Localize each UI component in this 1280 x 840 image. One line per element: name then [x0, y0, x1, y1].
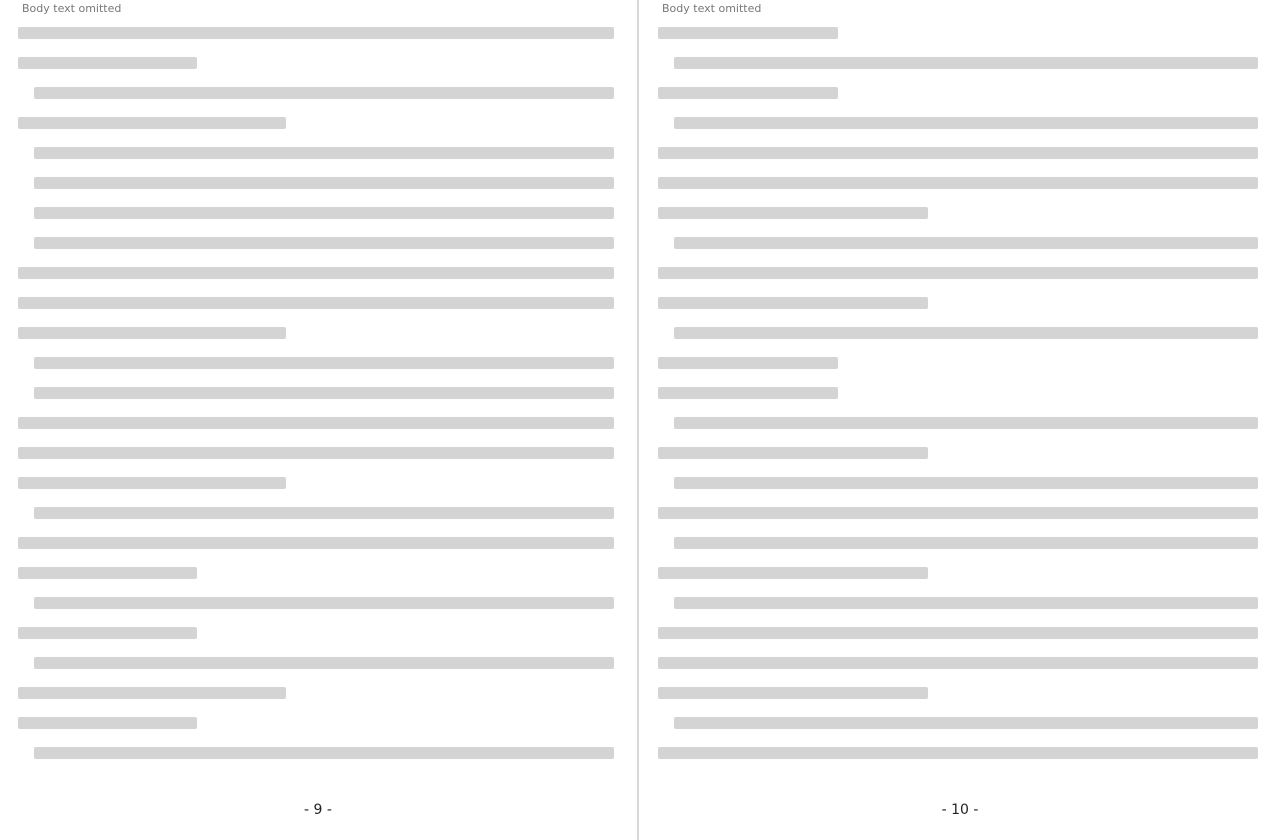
redacted-text-bar [658, 147, 1258, 159]
redacted-text-bar [658, 747, 1258, 759]
redacted-text-bar [658, 177, 1258, 189]
text-line [18, 168, 614, 198]
redacted-text-bar [674, 237, 1258, 249]
redacted-text-bar [674, 417, 1258, 429]
redacted-text-bar [34, 207, 614, 219]
redacted-text-bar [34, 177, 614, 189]
redacted-text-bar [658, 447, 928, 459]
body-text-redacted [658, 18, 1258, 768]
redacted-text-bar [18, 297, 614, 309]
text-line [18, 78, 614, 108]
redacted-text-bar [34, 747, 614, 759]
redacted-text-bar [658, 297, 928, 309]
text-line [18, 468, 614, 498]
text-line [658, 408, 1258, 438]
redacted-text-bar [658, 357, 838, 369]
text-line [18, 108, 614, 138]
text-line [658, 198, 1258, 228]
redacted-text-bar [34, 357, 614, 369]
redacted-text-bar [34, 87, 614, 99]
redacted-text-bar [18, 117, 286, 129]
redacted-text-bar [34, 237, 614, 249]
text-line [658, 738, 1258, 768]
text-line [658, 318, 1258, 348]
redacted-text-bar [34, 657, 614, 669]
redacted-text-bar [674, 477, 1258, 489]
redacted-text-bar [658, 207, 928, 219]
redacted-text-bar [34, 147, 614, 159]
redacted-text-bar [658, 687, 928, 699]
redacted-text-bar [34, 387, 614, 399]
body-text-redacted [18, 18, 614, 768]
redacted-text-bar [674, 597, 1258, 609]
text-line [18, 738, 614, 768]
redacted-text-bar [658, 507, 1258, 519]
text-line [658, 378, 1258, 408]
text-line [18, 288, 614, 318]
text-line [18, 18, 614, 48]
text-line [658, 288, 1258, 318]
text-line [658, 438, 1258, 468]
page-number: - 10 - [941, 802, 979, 818]
page-left [0, 0, 636, 840]
text-line [658, 618, 1258, 648]
text-line [658, 138, 1258, 168]
text-line [18, 528, 614, 558]
text-line [658, 348, 1258, 378]
text-line [18, 678, 614, 708]
text-line [658, 498, 1258, 528]
text-line [658, 48, 1258, 78]
redacted-text-bar [18, 567, 197, 579]
text-line [658, 528, 1258, 558]
text-line [18, 138, 614, 168]
redacted-text-bar [18, 327, 286, 339]
redacted-text-bar [18, 627, 197, 639]
redacted-text-bar [658, 87, 838, 99]
redacted-text-bar [658, 657, 1258, 669]
text-line [18, 558, 614, 588]
page-number: - 9 - [304, 802, 332, 818]
redacted-text-bar [18, 447, 614, 459]
redacted-text-bar [658, 567, 928, 579]
redacted-text-bar [674, 117, 1258, 129]
redacted-text-bar [658, 267, 1258, 279]
redacted-text-bar [18, 57, 197, 69]
text-line [18, 348, 614, 378]
text-line [658, 558, 1258, 588]
redacted-text-bar [674, 537, 1258, 549]
text-line [18, 438, 614, 468]
text-line [18, 618, 614, 648]
page-right [640, 0, 1280, 840]
text-line [658, 708, 1258, 738]
text-line [18, 648, 614, 678]
text-line [18, 228, 614, 258]
text-line [658, 228, 1258, 258]
redacted-text-bar [658, 627, 1258, 639]
redacted-text-bar [658, 387, 838, 399]
text-line [18, 48, 614, 78]
text-line [658, 648, 1258, 678]
text-line [18, 258, 614, 288]
text-line [658, 468, 1258, 498]
redacted-text-bar [674, 717, 1258, 729]
text-line [18, 708, 614, 738]
text-line [658, 168, 1258, 198]
text-line [658, 108, 1258, 138]
redacted-text-bar [18, 687, 286, 699]
redacted-text-bar [18, 267, 614, 279]
text-line [658, 78, 1258, 108]
redacted-text-bar [18, 477, 286, 489]
omission-note: Body text omitted [18, 2, 125, 15]
text-line [658, 588, 1258, 618]
redacted-text-bar [18, 417, 614, 429]
redacted-text-bar [34, 507, 614, 519]
text-line [18, 588, 614, 618]
text-line [18, 198, 614, 228]
omission-note: Body text omitted [658, 2, 765, 15]
redacted-text-bar [658, 27, 838, 39]
redacted-text-bar [18, 717, 197, 729]
redacted-text-bar [18, 537, 614, 549]
redacted-text-bar [18, 27, 614, 39]
redacted-text-bar [674, 57, 1258, 69]
redacted-text-bar [674, 327, 1258, 339]
text-line [658, 18, 1258, 48]
text-line [18, 378, 614, 408]
text-line [18, 318, 614, 348]
page-divider [637, 0, 639, 840]
text-line [658, 258, 1258, 288]
text-line [658, 678, 1258, 708]
text-line [18, 408, 614, 438]
redacted-text-bar [34, 597, 614, 609]
text-line [18, 498, 614, 528]
